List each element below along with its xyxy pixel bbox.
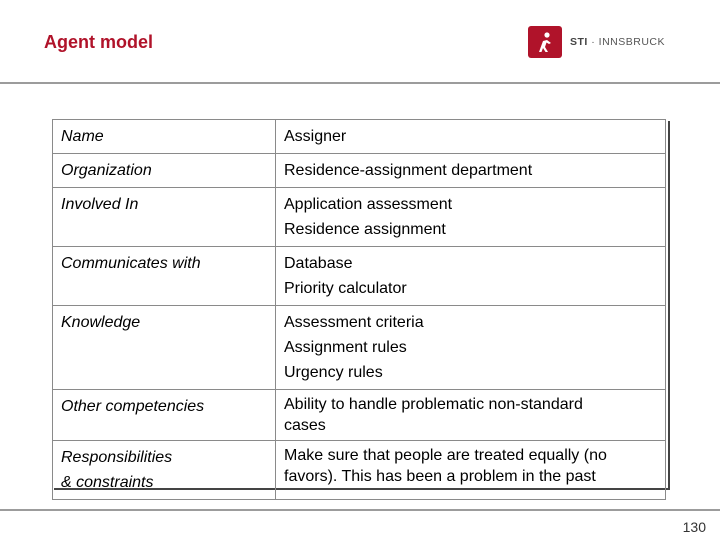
row-value: Assessment criteria Assignment rules Urgency rules xyxy=(276,306,666,390)
row-key: Knowledge xyxy=(53,306,276,390)
row-value: Assigner xyxy=(276,120,666,154)
logo-text: STI · INNSBRUCK xyxy=(570,36,666,48)
sti-innsbruck-logo xyxy=(528,26,665,58)
row-key: Responsibilities & constraints xyxy=(53,441,276,500)
table-row xyxy=(53,306,666,390)
page-number: 130 xyxy=(682,519,706,535)
row-value: Make sure that people are treated equally (no favors). This has been a problem in the past xyxy=(276,441,666,500)
row-value: Ability to handle problematic non-standard cases xyxy=(276,390,666,441)
row-key: Communicates with xyxy=(53,247,276,306)
table-row xyxy=(53,390,666,441)
row-key: Other competencies xyxy=(53,390,276,441)
row-value: Database Priority calculator xyxy=(276,247,666,306)
row-value: Application assessment Residence assignment xyxy=(276,188,666,247)
table-row xyxy=(53,441,666,500)
table-row xyxy=(53,188,666,247)
row-key: Name xyxy=(53,120,276,154)
table-row xyxy=(53,120,666,154)
table-row xyxy=(53,154,666,188)
sti-logo-icon xyxy=(528,26,562,58)
slide-title: Agent model xyxy=(44,32,154,52)
agent-model-table xyxy=(52,119,666,500)
table-row xyxy=(53,247,666,306)
row-value: Residence-assignment department xyxy=(276,154,666,188)
row-key: Involved In xyxy=(53,188,276,247)
header-rule xyxy=(0,82,720,84)
row-key: Organization xyxy=(53,154,276,188)
footer-rule xyxy=(0,509,720,511)
